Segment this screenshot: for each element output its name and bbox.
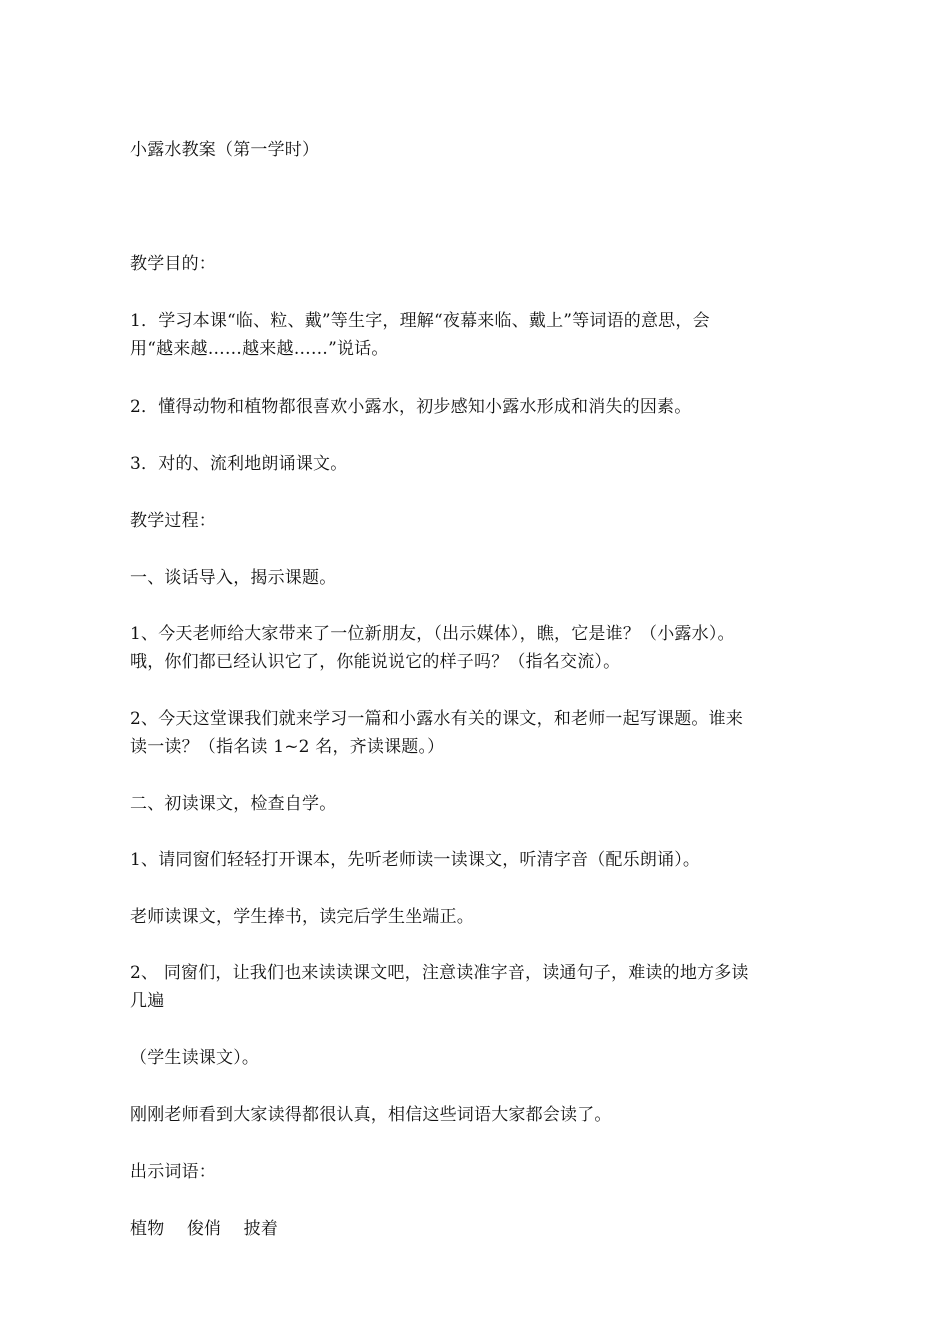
section-2-note-1: 老师读课文，学生捧书，读完后学生坐端正。 (130, 907, 474, 927)
process-heading: 教学过程： (130, 511, 216, 531)
section-2-heading: 二、初读课文，检查自学。 (130, 794, 337, 814)
words-line: 植物 俊俏 披着 (130, 1219, 279, 1239)
section-2-item-2-line-1: 2、 同窗们，让我们也来读读课文吧，注意读准字音，读通句子，难读的地方多读 (130, 963, 749, 983)
section-1-heading: 一、谈话导入，揭示课题。 (130, 568, 337, 588)
section-1-item-1-line-2: 哦，你们都已经认识它了，你能说说它的样子吗？（指名交流）。 (130, 652, 621, 672)
section-2-item-1: 1、请同窗们轻轻打开课本，先听老师读一读课文，听清字音（配乐朗诵）。 (130, 850, 701, 870)
goal-1-line-1: 1．学习本课“临、粒、戴”等生字，理解“夜幕来临、戴上”等词语的意思，会 (130, 311, 710, 331)
section-2-item-2-line-2: 几遍 (130, 991, 165, 1011)
goal-3: 3．对的、流利地朗诵课文。 (130, 454, 348, 474)
section-1-item-2-line-2: 读一读？（指名读 1~2 名，齐读课题。） (130, 737, 445, 757)
document-title: 小露水教案（第一学时） (130, 140, 320, 160)
goal-2: 2．懂得动物和植物都很喜欢小露水，初步感知小露水形成和消失的因素。 (130, 397, 692, 417)
section-1-item-1-line-1: 1、今天老师给大家带来了一位新朋友，（出示媒体），瞧，它是谁？（小露水）。 (130, 624, 735, 644)
goal-1-line-2: 用“越来越……越来越……”说话。 (130, 339, 389, 359)
words-heading: 出示词语： (130, 1162, 216, 1182)
section-2-note-2: 刚刚老师看到大家读得都很认真，相信这些词语大家都会读了。 (130, 1105, 612, 1125)
section-1-item-2-line-1: 2、今天这堂课我们就来学习一篇和小露水有关的课文，和老师一起写课题。谁来 (130, 709, 744, 729)
goals-heading: 教学目的： (130, 254, 216, 274)
section-2-item-2-line-3: （学生读课文）。 (130, 1048, 260, 1068)
